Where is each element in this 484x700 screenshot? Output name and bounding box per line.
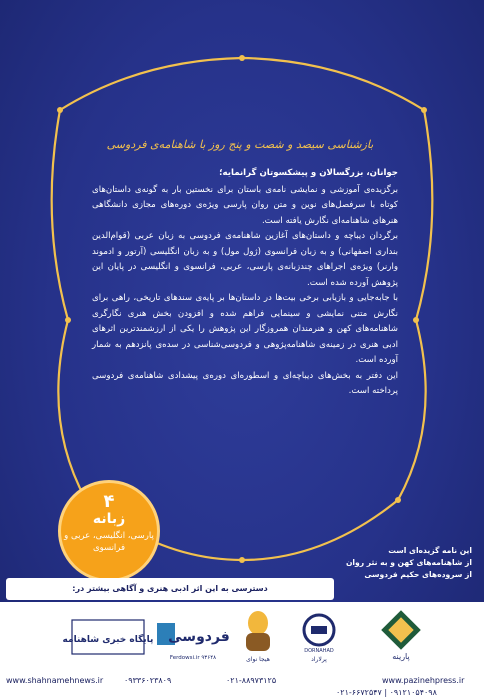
languages-badge xyxy=(58,480,160,582)
ferdowsi-logo xyxy=(152,608,228,666)
ferdowsi-site: Ferdowsi.ir ۹۳۶۴۸ xyxy=(169,655,217,661)
shahnameh-site: www.shahnamehnews.ir xyxy=(6,676,104,685)
badge-languages: پارسی، انگلیسی، عربی و فرانسوی xyxy=(64,531,154,553)
dornahad-text: DORNAHAD xyxy=(304,648,334,654)
badge-number: ۴ xyxy=(103,491,115,512)
hijab-text: هیجا نوای xyxy=(246,656,270,663)
dornahad-logo xyxy=(290,608,348,666)
hijab-logo xyxy=(232,608,284,666)
pazineh-phones: ۰۲۱-۶۶۷۲۵۴۷ | ۰۹۱۲۱۰۵۴۰۹۸ xyxy=(336,688,437,697)
paragraph-4: این دفتر به بخش‌های دیباچه‌ای و اسطوره‌ای دوره‌ی پیشدادی شاهنامه‌ی فردوسی پرداخته است. xyxy=(92,370,398,396)
right-note-line: از شاهنامه‌های کهن و به نثر روان xyxy=(345,558,472,567)
poet-figure-icon xyxy=(236,609,280,665)
access-bar: دسترسی به این اثر ادبی هنری و آگاهی بیشتر در: xyxy=(6,578,334,600)
right-note xyxy=(328,545,472,581)
main-text xyxy=(92,166,398,400)
right-note-line: این نامه گزیده‌ای است xyxy=(388,546,472,555)
shahnameh-news-logo xyxy=(62,608,154,666)
paragraph-3: با جابه‌جایی و بازیابی برخی بیت‌ها در داستان‌ها بر پایه‌ی سندهای تاریخی، راهی برای نگارش متنی نمایشی و سینمایی فراهم شده و افزودن بخش هنری نگارگری شاهنامه‌های کهن و هنرمندان همروزگار این پژوهش را یکی از ارزشمندترین اثرهای ادبی هنری در زمینه‌ی شاهنامه‌پژوهی و فردوسی‌شناسی در سده‌ی پانزدهم به شمار آورده است. xyxy=(92,293,398,365)
ferdowsi-emblem-icon xyxy=(153,609,230,665)
phone-mobile: ۰۹۳۳۶۰۲۳۸۰۹ xyxy=(124,676,172,685)
shahnameh-text: پایگاه خبری شاهنامه xyxy=(62,635,154,645)
dornahad-emblem-icon xyxy=(294,610,344,664)
dornahad-sub: پرلاراد xyxy=(311,656,327,663)
right-note-line: از سروده‌های حکیم فردوسی xyxy=(364,570,472,579)
subtitle: بازشناسی سیصد و شصت و پنج روز با شاهنامه‌ی فردوسی xyxy=(106,138,374,151)
parineh-logo xyxy=(370,608,432,666)
badge-word: زبانه xyxy=(92,511,126,527)
phone-landline: ۰۲۱-۸۸۹۷۳۱۲۵ xyxy=(226,676,277,685)
shahnameh-news-emblem-icon xyxy=(62,612,154,662)
ferdowsi-text: فردوسی xyxy=(168,629,230,645)
parineh-emblem-icon xyxy=(381,612,421,662)
paragraph-1: برگزیده‌ی آموزشی و نمایشی نامه‌ی باستان برای نخستین بار به گونه‌ی داستان‌های کوتاه با سرفصل‌های نوین و متن روان پارسی ویژه‌ی دوره‌های مجازی دانشگاهی هنرهای شاهنامه‌ای نگارش یافته است. xyxy=(92,184,398,226)
parineh-text: پارینه xyxy=(392,652,410,661)
greeting: جوانان، بزرگسالان و پیشکسوتان گرانمایه؛ xyxy=(219,168,398,178)
paragraph-2: برگردان دیباچه و داستان‌های آغازین شاهنامه‌ی فردوسی به زبان عربی (قوام‌الدین بنداری اصفهانی) و به زبان فرانسوی (ژول مول) و به زبان انگلیسی (آرتور و ادموند وارنر) ویژه‌ی اجراهای چندزبانه‌ی پارسی، عربی، فرانسوی و انگلیسی در پایان این پژوهش آورده شده است. xyxy=(92,231,398,288)
pazineh-site: www.pazinehpress.ir xyxy=(382,676,465,685)
